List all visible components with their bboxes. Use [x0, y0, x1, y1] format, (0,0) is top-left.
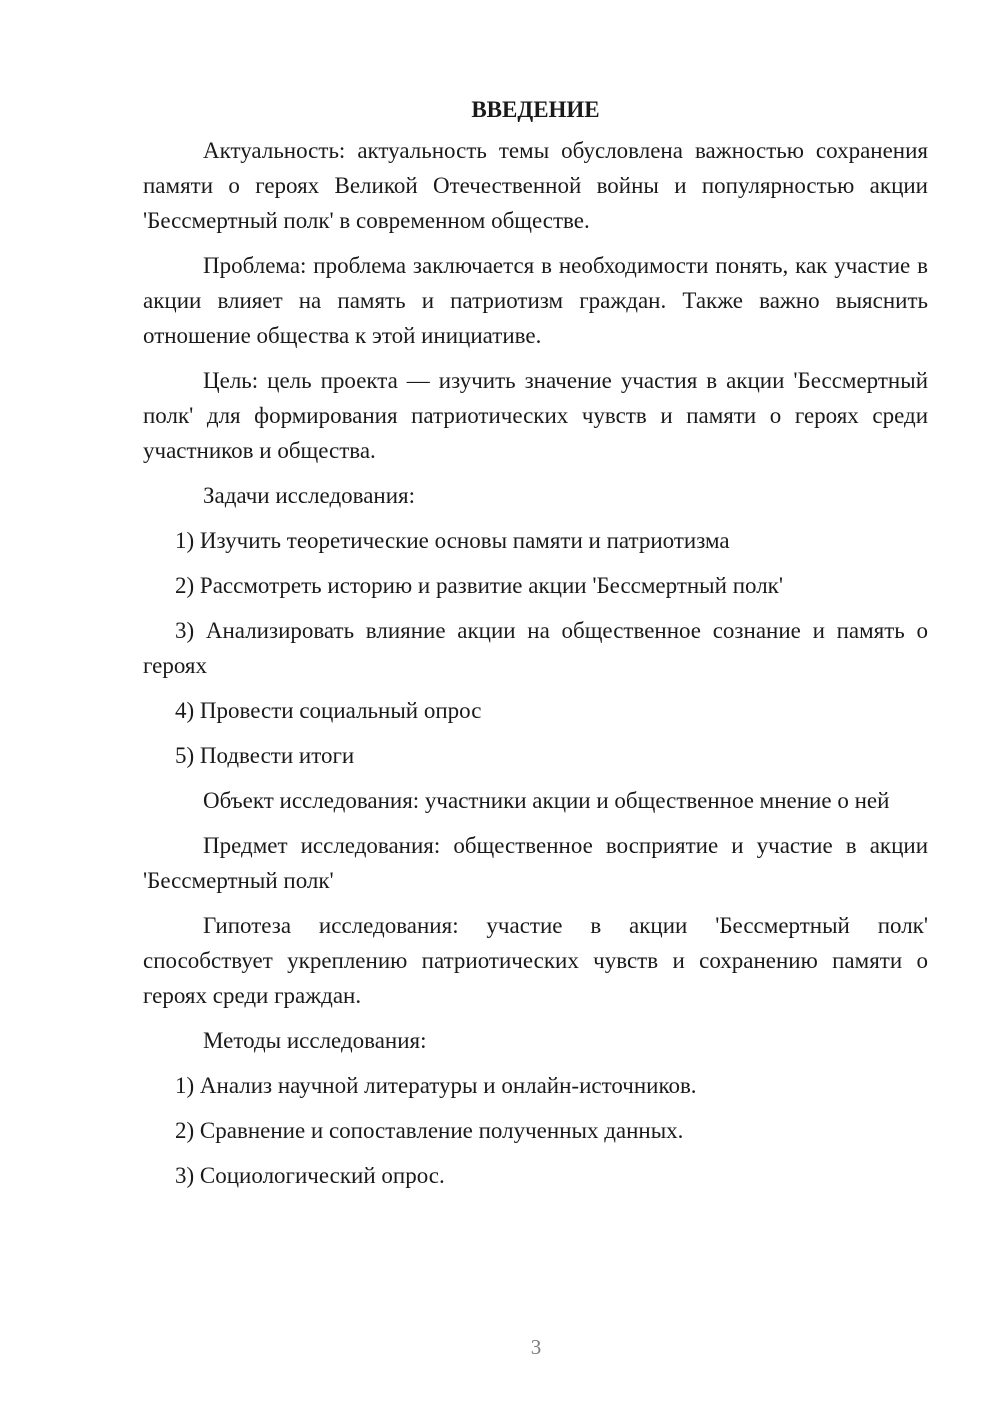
method-item: 1) Анализ научной литературы и онлайн-источников. — [175, 1073, 697, 1098]
method-item: 2) Сравнение и сопоставление полученных данных. — [175, 1118, 684, 1143]
task-item: 5) Подвести итоги — [175, 743, 355, 768]
task-item: 4) Провести социальный опрос — [175, 698, 482, 723]
object-paragraph: Объект исследования: участники акции и общественное мнение о ней — [203, 788, 890, 813]
method-item: 3) Социологический опрос. — [175, 1163, 445, 1188]
tasks-heading: Задачи исследования: — [203, 483, 416, 508]
hypothesis-paragraph: Гипотеза исследования: участие в акции 'Бессмертный полк' способствует укреплению патриотических чувств и сохранению памяти о героях среди граждан. — [143, 913, 928, 1008]
subject-paragraph: Предмет исследования: общественное восприятие и участие в акции 'Бессмертный полк' — [143, 833, 928, 893]
goal-paragraph: Цель: цель проекта — изучить значение участия в акции 'Бессмертный полк' для формирования патриотических чувств и памяти о героях среди участников и общества. — [143, 368, 928, 463]
page-number: 3 — [530, 1335, 542, 1359]
task-item: 2) Рассмотреть историю и развитие акции 'Бессмертный полк' — [175, 573, 783, 598]
task-item: 3) Анализировать влияние акции на общественное сознание и память о героях — [143, 618, 928, 678]
relevance-paragraph: Актуальность: актуальность темы обусловлена важностью сохранения памяти о героях Великой Отечественной войны и популярностью акции 'Бессмертный полк' в современном обществе. — [143, 138, 928, 233]
task-item: 1) Изучить теоретические основы памяти и патриотизма — [175, 528, 730, 553]
section-title: ВВЕДЕНИЕ — [471, 97, 600, 122]
document-body — [143, 92, 928, 1203]
problem-paragraph: Проблема: проблема заключается в необходимости понять, как участие в акции влияет на память и патриотизм граждан. Также важно выяснить отношение общества к этой инициативе. — [143, 253, 928, 348]
methods-heading: Методы исследования: — [203, 1028, 427, 1053]
